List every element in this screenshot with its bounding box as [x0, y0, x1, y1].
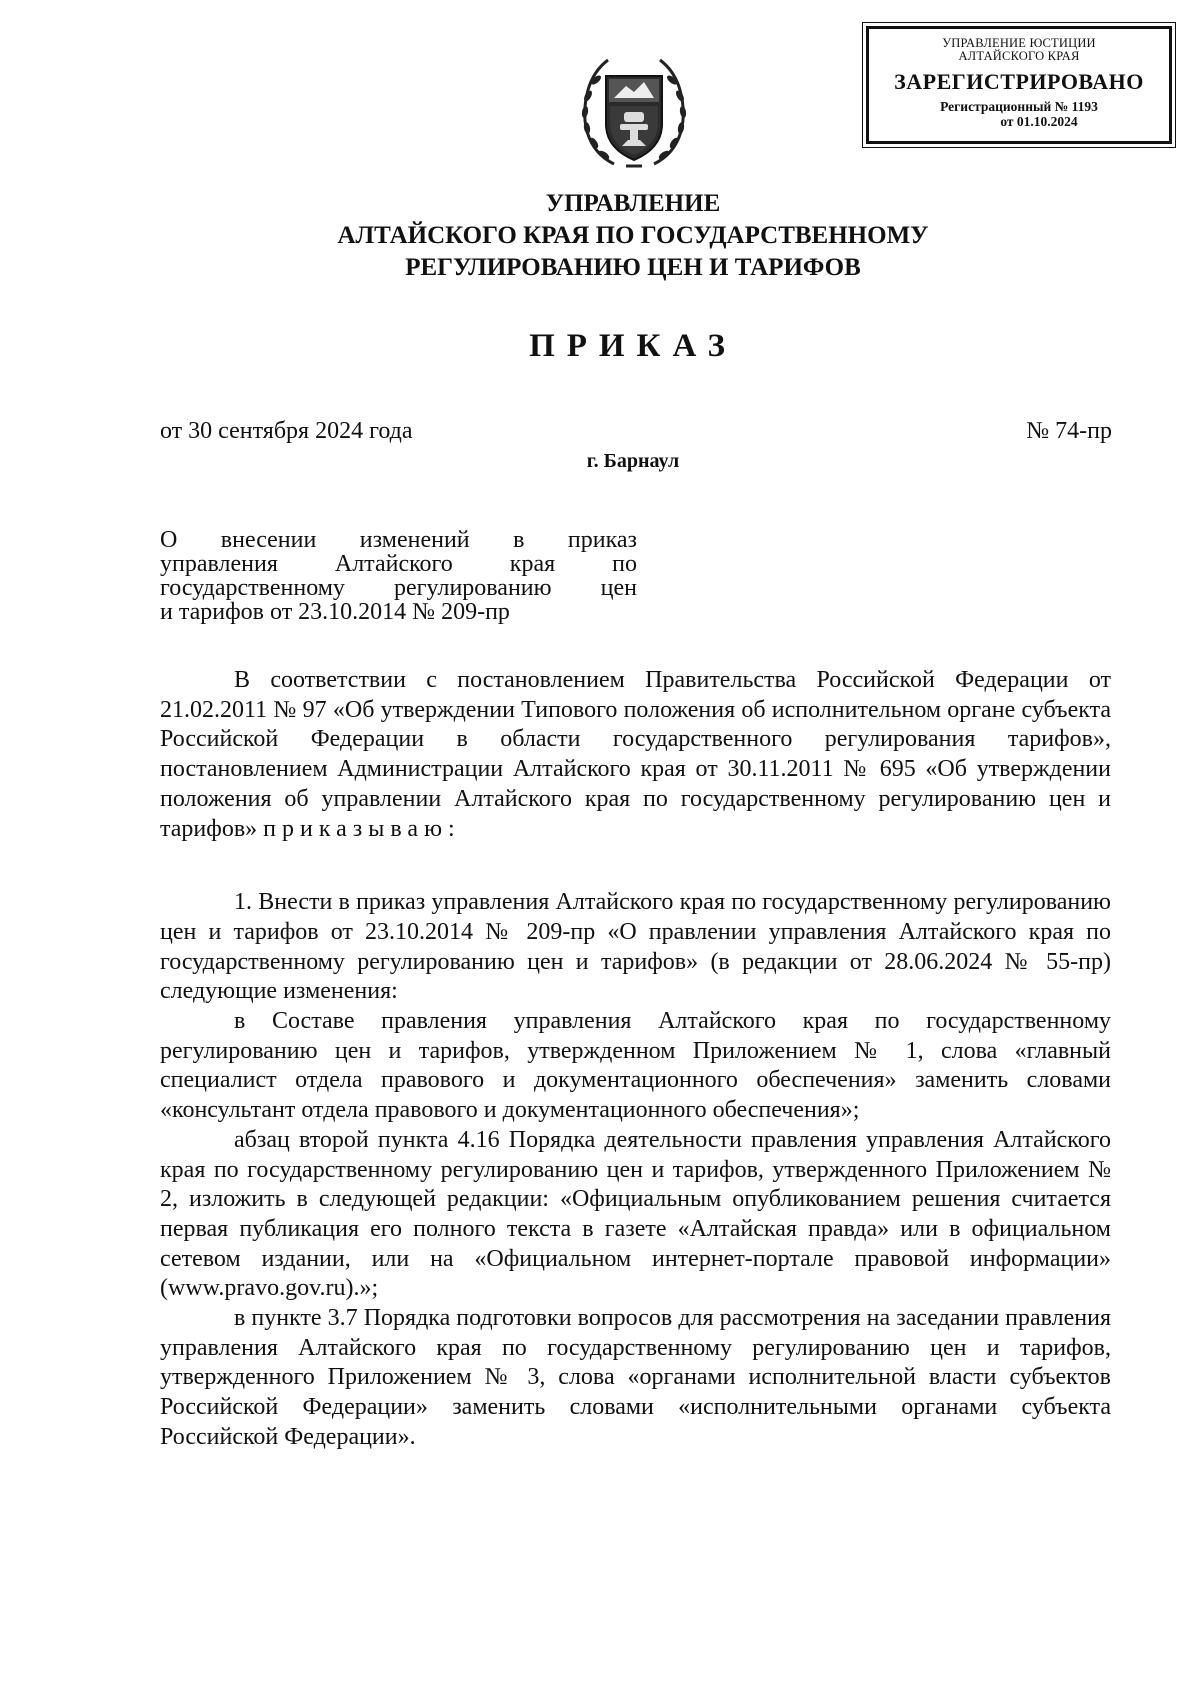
document-date: от 30 сентября 2024 года — [160, 418, 413, 444]
subject-line2: управления Алтайского края по — [160, 551, 637, 577]
item1-b-paragraph: абзац второй пункта 4.16 Порядка деятельности правления управления Алтайского края по государственному регулированию цен и тарифов, утвержденного Приложением № 2, изложить в следующей редакции: «Официальным опубликованием решения считается первая публикация его полного текста в газете «Алтайская правда» или в официальном сетевом издании, или на «Официальном интернет-портале правовой информации» (www.pravo.gov.ru).»; — [160, 1126, 1111, 1302]
subject-line4: и тарифов от 23.10.2014 № 209-пр — [160, 599, 510, 625]
stamp-org — [869, 37, 1169, 63]
altai-coat-of-arms-icon — [574, 54, 694, 174]
preamble-text: В соответствии с постановлением Правительства Российской Федерации от 21.02.2011 № 97 «Об утверждении Типового положения об исполнительном органе субъекта Российской Федерации в области государственного регулирования тарифов», постановлением Администрации Алтайского края от 30.11.2011 № 695 «Об утверждении положения об управлении Алтайского края по государственному регулированию цен и тарифов» — [160, 667, 1111, 842]
subject-line3: государственному регулированию цен — [160, 575, 637, 601]
agency-name — [0, 188, 1200, 284]
agency-line2: АЛТАЙСКОГО КРАЯ ПО ГОСУДАРСТВЕННОМУ — [337, 222, 929, 249]
item1-a-paragraph: в Составе правления управления Алтайского края по государственному регулированию цен и тарифов, утвержденном Приложением № 1, слова «главный специалист отдела правового и документационного обеспечения» заменить словами «консультант отдела правового и документационного обеспечения»; — [160, 1008, 1111, 1124]
registration-stamp — [866, 26, 1172, 144]
document-city: г. Барнаул — [586, 450, 680, 472]
document-body — [160, 666, 1111, 1453]
stamp-registration — [869, 99, 1169, 129]
stamp-status: ЗАРЕГИСТРИРОВАНО — [894, 69, 1144, 94]
subject-line1: О внесении изменений в приказ — [160, 527, 637, 553]
preamble-paragraph — [160, 666, 1111, 844]
agency-line1: УПРАВЛЕНИЕ — [545, 190, 721, 217]
stamp-reg-number: Регистрационный № 1193 — [940, 99, 1098, 114]
stamp-org-line2: АЛТАЙСКОГО КРАЯ — [958, 49, 1080, 63]
document-type: ПРИКАЗ — [529, 328, 737, 364]
stamp-org-line1: УПРАВЛЕНИЕ ЮСТИЦИИ — [942, 36, 1096, 50]
item1-paragraph: 1. Внести в приказ управления Алтайского края по государственному регулированию цен и тарифов от 23.10.2014 № 209-пр «О правлении управления Алтайского края по государственному регулированию цен и тарифов» (в редакции от 28.06.2024 № 55-пр) следующие изменения: — [160, 889, 1111, 1005]
stamp-reg-date: от 01.10.2024 — [1000, 114, 1078, 129]
document-subject — [160, 528, 637, 624]
order-word: приказываю: — [263, 815, 461, 842]
item1-c-paragraph: в пункте 3.7 Порядка подготовки вопросов для рассмотрения на заседании правления управления Алтайского края по государственному регулированию цен и тарифов, утвержденного Приложением № 3, слова «органами исполнительной власти субъектов Российской Федерации» заменить словами «исполнительными органами субъекта Российской Федерации». — [160, 1305, 1111, 1450]
document-number: № 74-пр — [1026, 418, 1112, 444]
agency-line3: РЕГУЛИРОВАНИЮ ЦЕН И ТАРИФОВ — [405, 254, 861, 281]
